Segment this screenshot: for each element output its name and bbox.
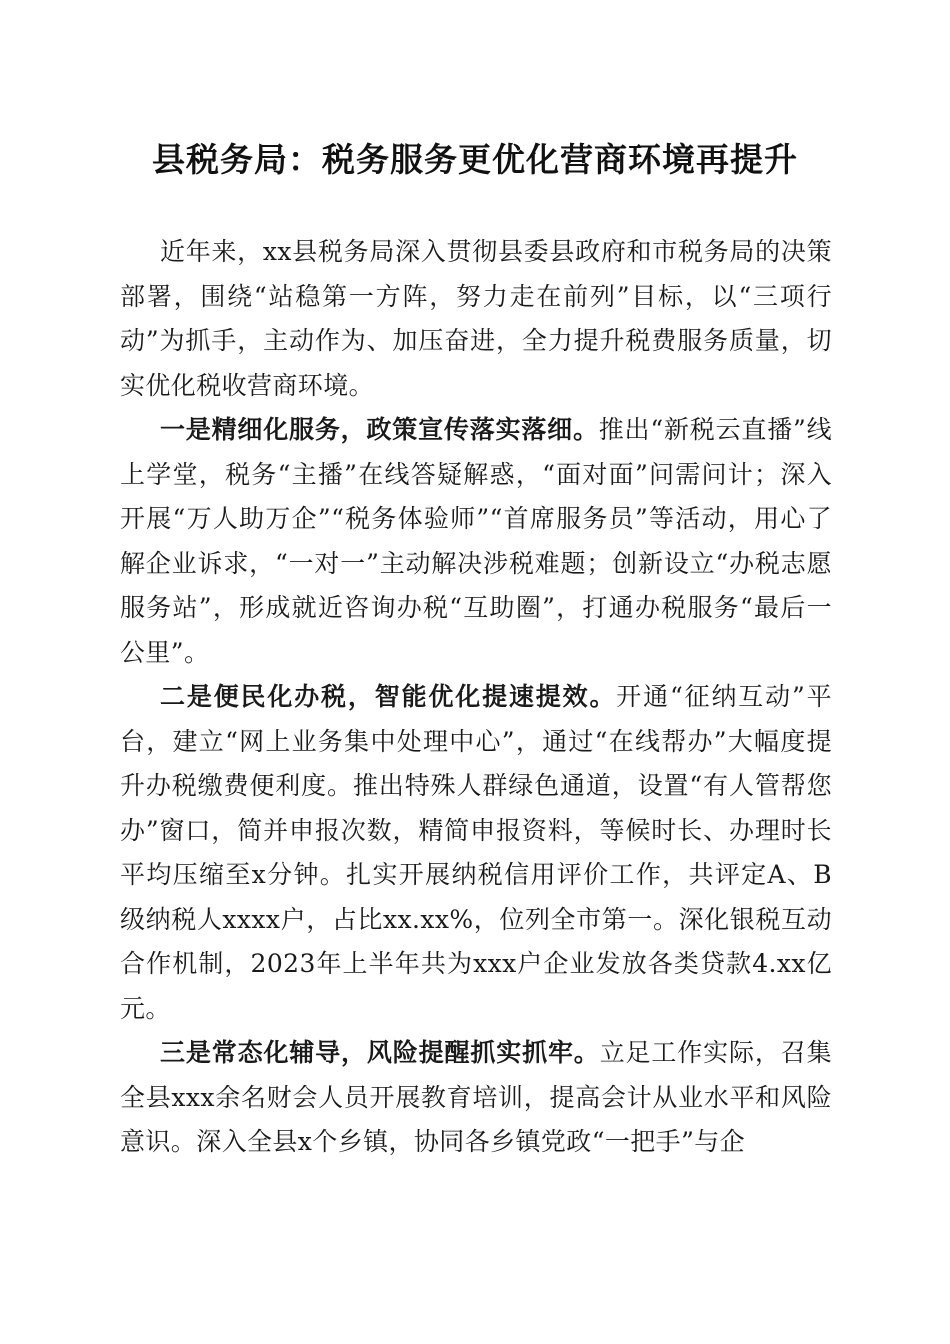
paragraph-intro: [120, 230, 832, 408]
paragraph-convenient-tax: [120, 675, 832, 1031]
paragraph-text: 推出“新税云直播”线上学堂，税务“主播”在线答疑解惑，“面对面”问需问计；深入开展“万人助万企”“税务体验师”“首席服务员”等活动，用心了解企业诉求，“一对一”主动解决涉税难题；创新设立“办税志愿服务站”，形成就近咨询办税“互助圈”，打通办税服务“最后一公里”。: [120, 415, 832, 667]
paragraph-lead: 三是常态化辅导，风险提醒抓实抓牢。: [160, 1038, 600, 1067]
paragraph-refined-service: [120, 408, 832, 675]
paragraph-regular-guidance: [120, 1031, 832, 1165]
paragraph-text: 立足工作实际，召集全县xxx余名财会人员开展教育培训，提高会计从业水平和风险意识。深入全县x个乡镇，协同各乡镇党政“一把手”与企: [120, 1038, 832, 1156]
paragraph-lead: 一是精细化服务，政策宣传落实落细。: [160, 415, 599, 444]
paragraph-text: 开通“征纳互动”平台，建立“网上业务集中处理中心”，通过“在线帮办”大幅度提升办税缴费便利度。推出特殊人群绿色通道，设置“有人管帮您办”窗口，简并申报次数，精简申报资料，等候时长、办理时长平均压缩至x分钟。扎实开展纳税信用评价工作，共评定A、B级纳税人xxxx户，占比xx.xx%，位列全市第一。深化银税互动合作机制，2023年上半年共为xxx户企业发放各类贷款4.xx亿元。: [120, 682, 832, 1023]
paragraph-text: 近年来，xx县税务局深入贯彻县委县政府和市税务局的决策部署，围绕“站稳第一方阵，努力走在前列”目标，以“三项行动”为抓手，主动作为、加压奋进，全力提升税费服务质量，切实优化税收营商环境。: [120, 237, 832, 400]
document-body: [120, 230, 832, 1165]
document-title: 县税务局：税务服务更优化营商环境再提升: [152, 140, 798, 179]
paragraph-lead: 二是便民化办税，智能优化提速提效。: [160, 682, 617, 711]
